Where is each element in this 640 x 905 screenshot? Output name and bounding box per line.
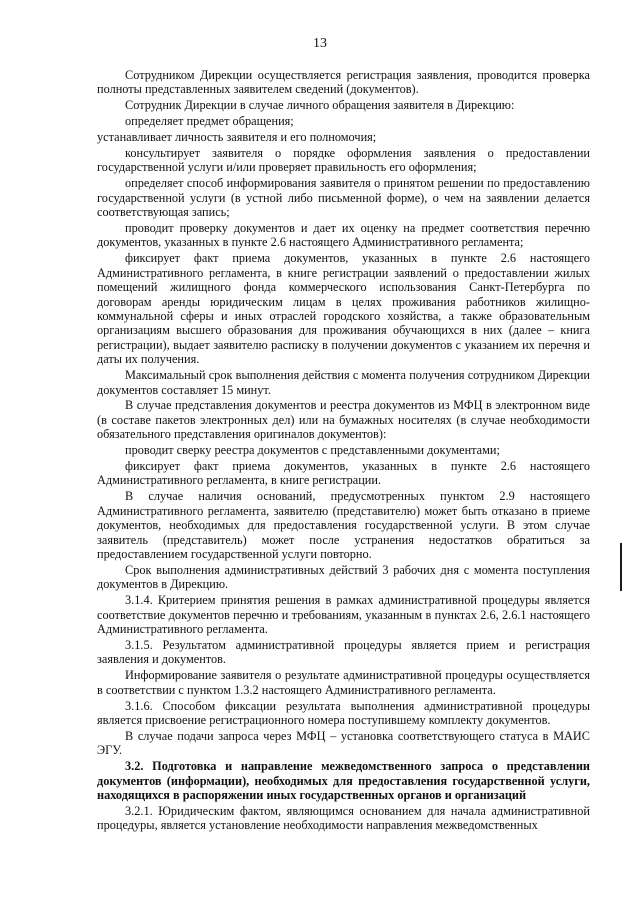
page-number: 13 [313, 36, 327, 51]
paragraph: 3.1.6. Способом фиксации результата выполнения административной процедуры является присвоение регистрационного номера поступившему комплекту документов. [97, 698, 590, 727]
document-body [97, 68, 590, 834]
paragraph: определяет способ информирования заявителя о принятом решении по предоставлению государственной услуги (в устной либо письменной форме), о чем на заявлении делается соответствующая запись; [97, 176, 590, 220]
paragraph: 3.1.5. Результатом административной процедуры является прием и регистрация заявления и документов. [97, 637, 590, 667]
paragraph: фиксирует факт приема документов, указанных в пункте 2.6 настоящего Административного регламента, в книге регистрации. [97, 459, 590, 488]
paragraph: Информирование заявителя о результате административной процедуры осуществляется в соответствии с пунктом 1.3.2 настоящего Административного регламента. [97, 668, 590, 697]
scan-edge-mark [620, 543, 622, 591]
paragraph: определяет предмет обращения; [125, 114, 294, 129]
paragraph: В случае наличия оснований, предусмотренных пунктом 2.9 настоящего Административного регламента, заявителю (представителю) может быть отказано в приеме документов, необходимых для предоставления государственной услуги. В этом случае заявитель (представитель) может после устранения недостатков обратиться за предоставлением государственной услуги повторно. [97, 489, 590, 561]
paragraph: 3.2.1. Юридическим фактом, являющимся основанием для начала административной процедуры, является установление необходимости направления межведомственных [97, 803, 590, 833]
paragraph: консультирует заявителя о порядке оформления заявления о предоставлении государственной услуги и/или проверяет правильность его оформления; [97, 146, 590, 175]
paragraph: Максимальный срок выполнения действия с момента получения сотрудником Дирекции документов составляет 15 минут. [97, 368, 590, 397]
paragraph: устанавливает личность заявителя и его полномочия; [97, 130, 377, 145]
paragraph: Срок выполнения административных действий 3 рабочих дня с момента поступления документов в Дирекцию. [97, 562, 590, 592]
paragraph: В случае представления документов и реестра документов из МФЦ в электронном виде (в составе пакетов электронных дел) или на бумажных носителях (в случае необходимости обязательного представления оригиналов документов): [97, 398, 590, 442]
paragraph: Сотрудник Дирекции в случае личного обращения заявителя в Дирекцию: [125, 98, 515, 113]
paragraph: проводит сверку реестра документов с представленными документами; [125, 443, 500, 458]
paragraph: Сотрудником Дирекции осуществляется регистрация заявления, проводится проверка полноты представленных заявителем сведений (документов). [97, 68, 590, 97]
paragraph: проводит проверку документов и дает их оценку на предмет соответствия перечню документов, указанных в пункте 2.6 настоящего Административного регламента; [97, 221, 590, 250]
paragraph: фиксирует факт приема документов, указанных в пункте 2.6 настоящего Административного регламента, в книге регистрации заявлений о предоставлении жилых помещений жилищного фонда коммерческого использования Санкт-Петербурга по договорам аренды юридическим лицам в целях проживания работников жилищно-коммунальной сферы и иных отраслей городского хозяйства, а также образовательным организациям высшего образования для проживания обучающихся в них (далее – книга регистрации), выдает заявителю расписку в получении документов с указанием их перечня и даты их получения. [97, 251, 590, 367]
section-heading: 3.2. Подготовка и направление межведомственного запроса о представлении документов (информации), необходимых для предоставления государственной услуги, находящихся в распоряжении иных государственных органов и организаций [97, 759, 590, 802]
paragraph: В случае подачи запроса через МФЦ – установка соответствующего статуса в МАИС ЭГУ. [97, 728, 590, 758]
paragraph: 3.1.4. Критерием принятия решения в рамках административной процедуры является соответствие документов перечню и требованиям, указанным в пунктах 2.6, 2.6.1 настоящего Административного регламента. [97, 593, 590, 637]
